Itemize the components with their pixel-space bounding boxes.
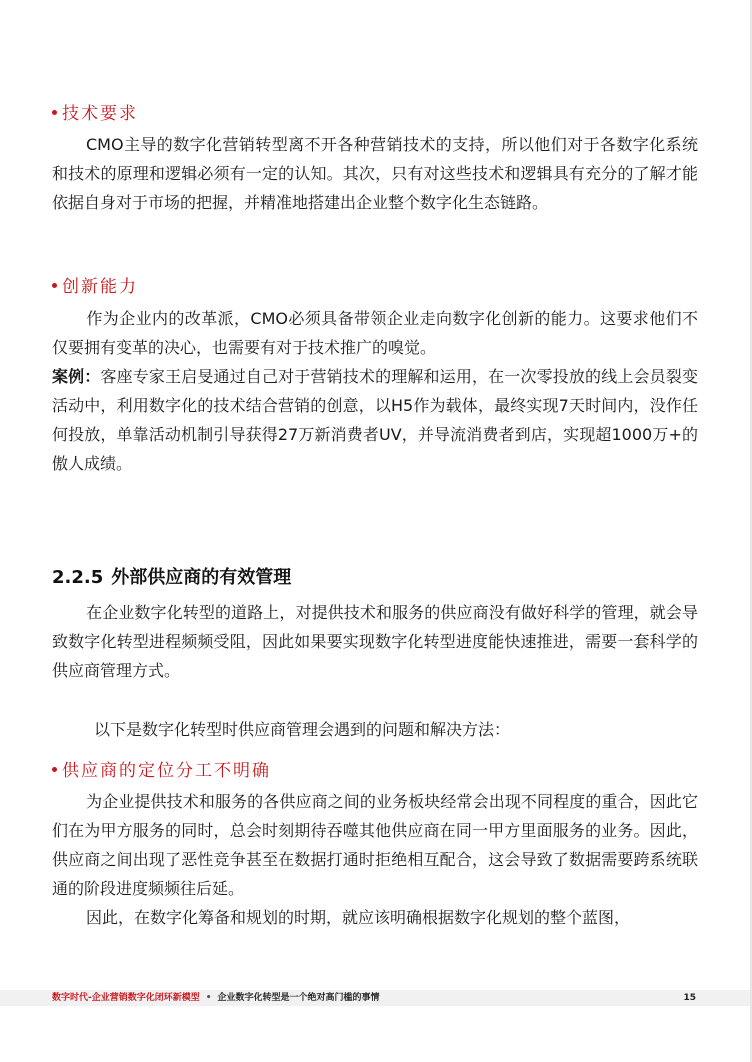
- paragraph-text: 因此，在数字化筹备和规划的时期，就应该明确根据数字化规划的整个蓝图，: [86, 908, 631, 927]
- section-title-text: 外部供应商的有效管理: [111, 567, 292, 588]
- paragraph-innovation: [52, 304, 698, 362]
- paragraph-positioning-2: [52, 903, 698, 932]
- section-title: [52, 564, 291, 592]
- paragraph-text: CMO主导的数字化营销转型离不开各种营销技术的支持，所以他们对于各数字化系统和技术的原理和逻辑必须有一定的认知。其次，只有对这些技术和逻辑具有充分的了解才能依据自身对于市场的把握，并精准地搭建出企业整个数字化生态链路。: [52, 135, 698, 212]
- footer-chapter: 企业数字化转型是一个绝对高门槛的事情: [217, 993, 380, 1003]
- section-number: 2.2.5: [52, 567, 104, 588]
- bullet-heading-tech: [52, 102, 138, 126]
- paragraph-text: 为企业提供技术和服务的各供应商之间的业务板块经常会出现不同程度的重合，因此它们在为甲方服务的同时，总会时刻期待吞噬其他供应商在同一甲方里面服务的业务。因此，供应商之间出现了恶性竞争甚至在数据打通时拒绝相互配合，这会导致了数据需要跨系统联通的阶段进度频频往后延。: [52, 792, 698, 898]
- bullet-heading-innovation: [52, 275, 138, 299]
- case-label: 案例：: [52, 367, 101, 386]
- page-number: 15: [683, 993, 696, 1003]
- bullet-dot-icon: [52, 110, 57, 115]
- paragraph-text: 以下是数字化转型时供应商管理会遇到的问题和解决方法：: [94, 720, 511, 739]
- paragraph-supplier-intro: [52, 715, 698, 744]
- bullet-dot-icon: [52, 767, 57, 772]
- footer-book-title: 数字时代-企业营销数字化闭环新模型: [52, 993, 200, 1003]
- paragraph-supplier: [52, 598, 698, 685]
- paragraph-positioning-1: [52, 787, 698, 903]
- heading-text: 供应商的定位分工不明确: [62, 761, 271, 781]
- case-text: 客座专家王启旻通过自己对于营销技术的理解和运用，在一次零投放的线上会员裂变活动中，利用数字化的技术结合营销的创意，以H5作为载体，最终实现7天时间内，没作任何投放，单靠活动机制引导获得27万新消费者UV，并导流消费者到店，实现超1000万+的傲人成绩。: [52, 367, 698, 473]
- bullet-heading-positioning: [52, 759, 271, 783]
- heading-text: 技术要求: [62, 104, 138, 124]
- bullet-dot-icon: [52, 283, 57, 288]
- footer-separator: •: [205, 993, 212, 1003]
- paragraph-text: 在企业数字化转型的道路上，对提供技术和服务的供应商没有做好科学的管理，就会导致数字化转型进程频频受阻，因此如果要实现数字化转型进度能快速推进，需要一套科学的供应商管理方式。: [52, 603, 698, 680]
- paragraph-text: 作为企业内的改革派，CMO必须具备带领企业走向数字化创新的能力。这要求他们不仅要拥有变革的决心，也需要有对于技术推广的嗅觉。: [52, 309, 698, 357]
- paragraph-tech: [52, 130, 698, 217]
- paragraph-case: [52, 362, 698, 478]
- footer-left: [52, 990, 380, 1006]
- heading-text: 创新能力: [62, 277, 138, 297]
- page-footer: [0, 990, 752, 1006]
